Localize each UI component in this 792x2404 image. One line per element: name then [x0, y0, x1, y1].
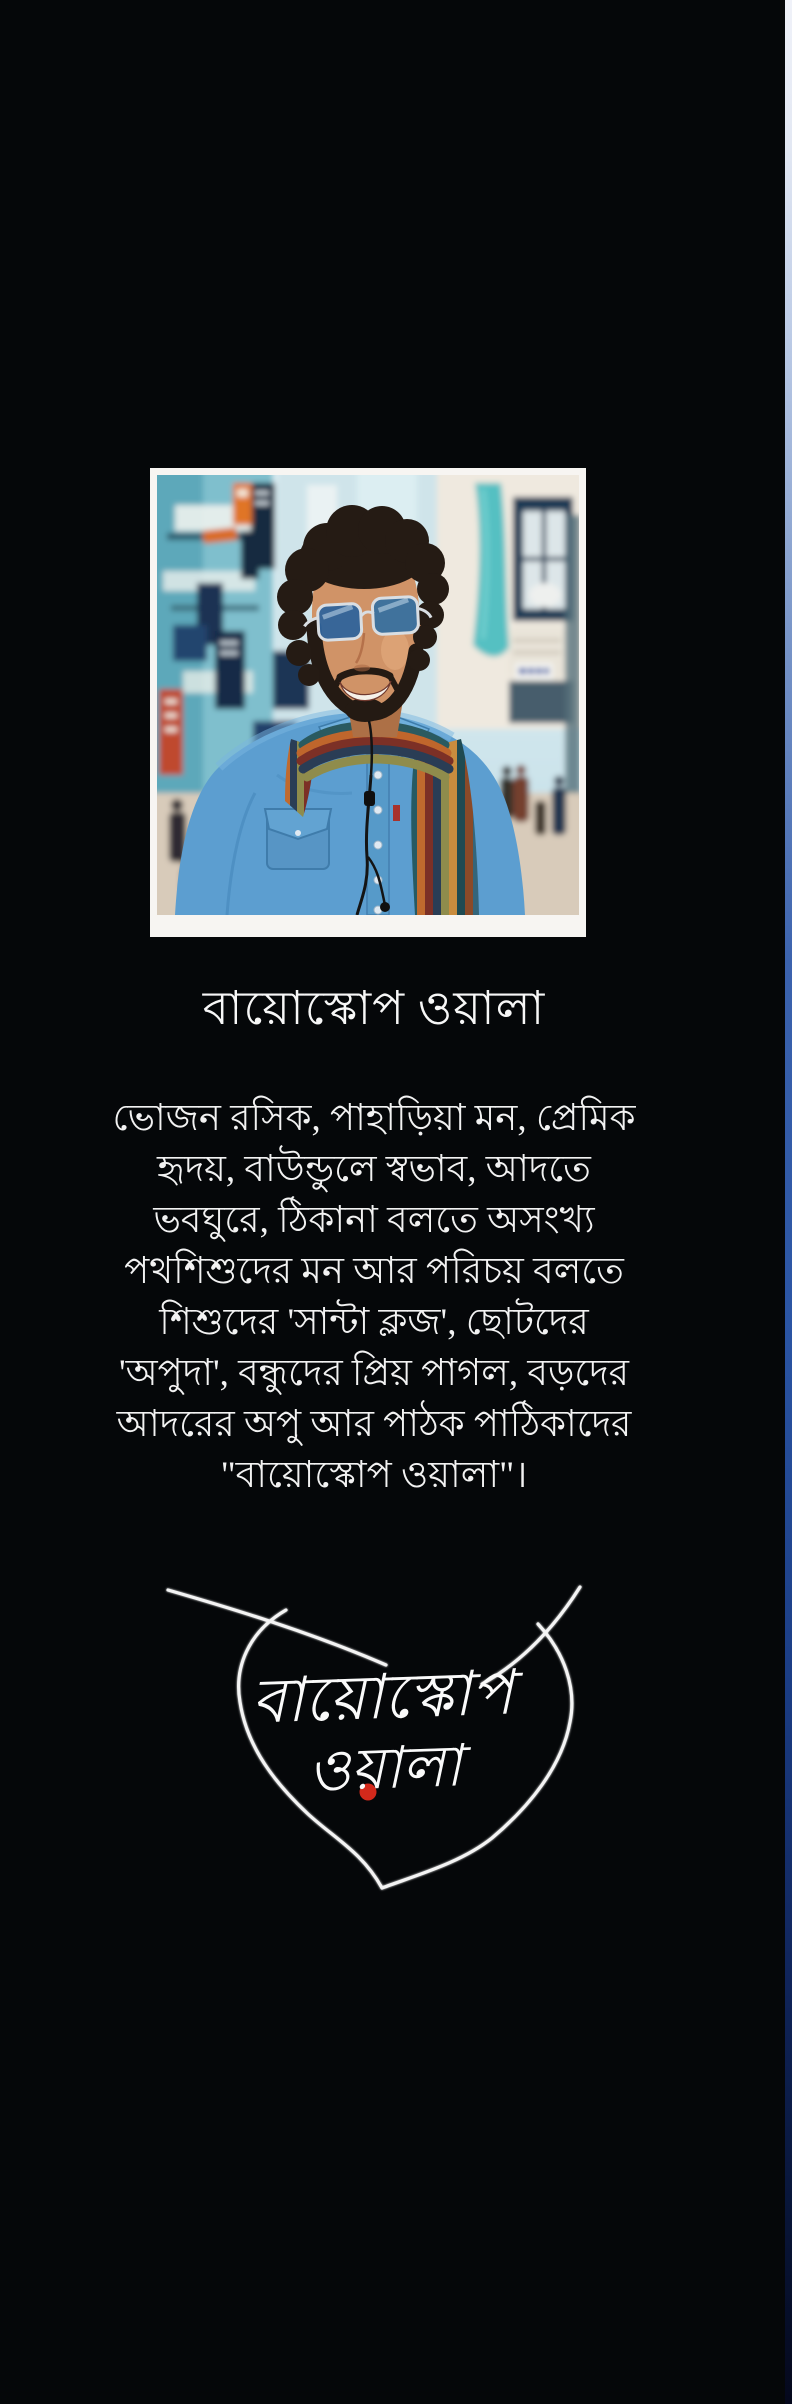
- bio-line: "বায়োস্কোপ ওয়ালা"।: [220, 1455, 528, 1496]
- logo-calligraphy: [250, 1655, 527, 1806]
- author-photo-illustration: [157, 475, 579, 915]
- bio-line: আদরের অপু আর পাঠক পাঠিকাদের: [116, 1404, 632, 1445]
- bio-line: 'অপুদা', বন্ধুদের প্রিয় পাগল, বড়দের: [118, 1353, 630, 1394]
- page-edge-gradient: [785, 0, 792, 2404]
- bio-paragraph: [40, 1093, 708, 1501]
- bio-line: শিশুদের 'সান্টা ক্লজ', ছোটদের: [159, 1302, 589, 1343]
- bio-line: পথশিশুদের মন আর পরিচয় বলতে: [124, 1251, 624, 1292]
- bioscope-wala-logo: [150, 1570, 606, 1905]
- logo-line2: ওয়ালা: [306, 1731, 463, 1805]
- author-photo-frame: [150, 468, 586, 937]
- bio-line: ভবঘুরে, ঠিকানা বলতে অসংখ্য: [153, 1200, 595, 1241]
- page-title: বায়োস্কোপ ওয়ালা: [202, 983, 546, 1035]
- bio-line: হৃদয়, বাউন্ডুলে স্বভাব, আদতে: [157, 1149, 591, 1190]
- logo-line1: বায়োস্কোপ: [250, 1655, 515, 1738]
- bio-line: ভোজন রসিক, পাহাড়িয়া মন, প্রেমিক: [112, 1098, 636, 1139]
- red-shirt-tab: [393, 805, 400, 821]
